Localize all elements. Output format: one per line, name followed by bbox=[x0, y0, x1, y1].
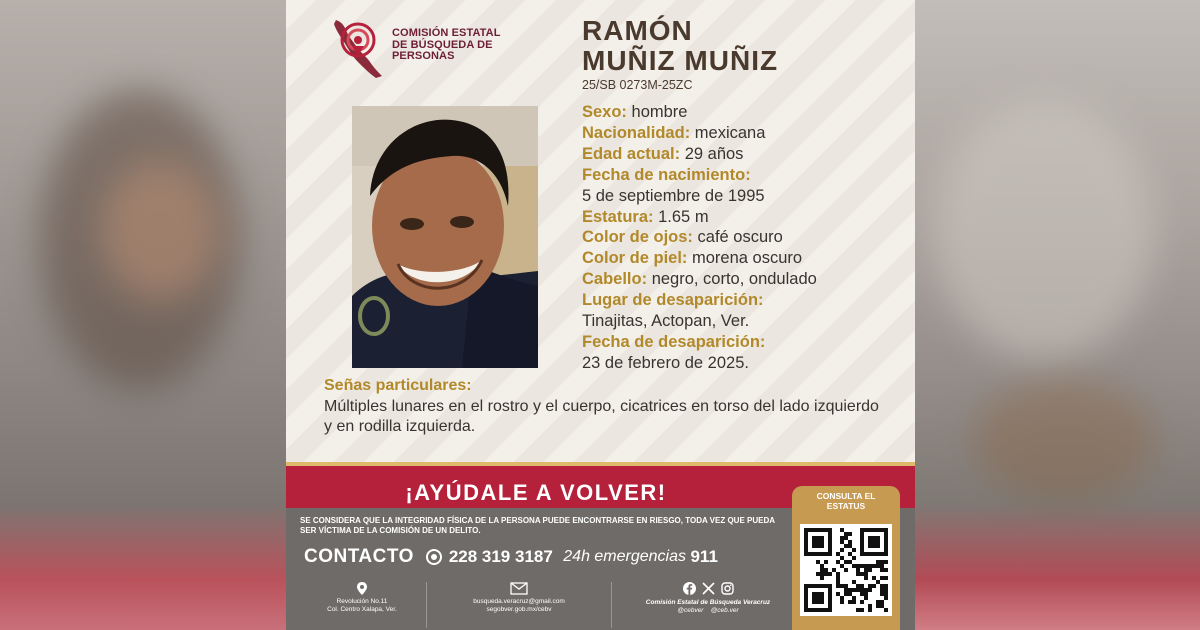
detail-row bbox=[582, 269, 817, 290]
qr-title-line1: CONSULTA EL bbox=[816, 491, 876, 501]
org-name bbox=[392, 28, 552, 63]
detail-value: 5 de septiembre de 1995 bbox=[582, 186, 765, 205]
missing-person-poster bbox=[286, 0, 915, 630]
risk-warning: SE CONSIDERA QUE LA INTEGRIDAD FÍSICA DE LA PERSONA PUEDE ENCONTRARSE EN RIESGO, TODA VEZ QUE PUEDA SER VÍCTIMA DE LA COMISIÓN DE UN DELITO. bbox=[300, 516, 775, 535]
contact-label: CONTACTO bbox=[304, 546, 414, 567]
location-pin-icon bbox=[357, 582, 367, 595]
footer-social bbox=[618, 582, 798, 628]
detail-row bbox=[582, 227, 817, 248]
detail-row bbox=[582, 165, 817, 186]
x-icon[interactable] bbox=[702, 582, 715, 595]
detail-row bbox=[582, 123, 817, 144]
detail-row bbox=[582, 102, 817, 123]
address-line1: Revolución No.11 bbox=[336, 598, 388, 605]
social-handle-1[interactable]: @cebver bbox=[677, 607, 704, 614]
person-name bbox=[582, 16, 778, 76]
detail-label: Cabello: bbox=[582, 270, 648, 289]
contact-line bbox=[304, 546, 794, 568]
detail-label: Edad actual: bbox=[582, 144, 681, 163]
qr-code-icon[interactable] bbox=[800, 524, 892, 616]
mail-icon bbox=[510, 582, 528, 595]
detail-row bbox=[582, 144, 817, 165]
facebook-icon[interactable] bbox=[683, 582, 696, 595]
social-handles bbox=[618, 607, 798, 615]
veracruz-map-pin-icon bbox=[330, 16, 386, 82]
emergency-number[interactable]: 911 bbox=[690, 547, 718, 566]
detail-label: Estatura: bbox=[582, 207, 654, 226]
detail-row bbox=[582, 353, 817, 374]
detail-value: 1.65 m bbox=[658, 207, 709, 226]
detail-label: Color de piel: bbox=[582, 249, 688, 268]
footer-email-web bbox=[426, 582, 612, 628]
contact-phone[interactable]: 228 319 3187 bbox=[448, 547, 553, 566]
detail-label: Lugar de desaparición: bbox=[582, 291, 764, 310]
contact-website[interactable]: segobver.gob.mx/cebv bbox=[486, 606, 552, 613]
instagram-icon[interactable] bbox=[721, 582, 734, 595]
person-details bbox=[582, 102, 817, 374]
qr-title-line2: ESTATUS bbox=[826, 501, 866, 511]
detail-value: 23 de febrero de 2025. bbox=[582, 353, 749, 372]
detail-row bbox=[582, 332, 817, 353]
footer-address bbox=[306, 582, 418, 628]
detail-value: mexicana bbox=[694, 123, 766, 142]
detail-row bbox=[582, 207, 817, 228]
distinguishing-marks bbox=[324, 376, 884, 438]
blurred-background-left bbox=[0, 0, 286, 630]
detail-label: Fecha de nacimiento: bbox=[582, 165, 751, 184]
address-line2: Col. Centro Xalapa, Ver. bbox=[327, 606, 397, 613]
distinguishing-marks-text: Múltiples lunares en el rostro y el cuerpo, cicatrices en torso del lado izquierdo y en rodilla izquierda. bbox=[324, 397, 879, 435]
person-photo-illustration bbox=[352, 106, 538, 368]
person-photo bbox=[352, 106, 538, 368]
distinguishing-marks-label: Señas particulares: bbox=[324, 377, 472, 394]
detail-label: Fecha de desaparición: bbox=[582, 332, 766, 351]
detail-value: café oscuro bbox=[697, 228, 783, 247]
detail-label: Nacionalidad: bbox=[582, 123, 691, 142]
org-name-line1: COMISIÓN ESTATAL bbox=[392, 27, 501, 39]
detail-value: 29 años bbox=[684, 144, 744, 163]
blurred-background-right bbox=[914, 0, 1200, 630]
org-name-line3: PERSONAS bbox=[392, 50, 455, 62]
org-logo bbox=[330, 16, 550, 82]
detail-value: morena oscuro bbox=[692, 249, 803, 268]
detail-value: negro, corto, ondulado bbox=[651, 270, 817, 289]
detail-label: Sexo: bbox=[582, 103, 627, 121]
call-to-action-title: ¡AYÚDALE A VOLVER! bbox=[405, 480, 667, 505]
social-handle-2[interactable]: @ceb.ver bbox=[710, 607, 739, 614]
detail-label: Color de ojos: bbox=[582, 228, 693, 247]
phone-icon bbox=[426, 549, 442, 565]
status-qr-card bbox=[792, 486, 900, 630]
emergency-text: 24h emergencias bbox=[563, 548, 687, 565]
detail-row bbox=[582, 290, 817, 311]
person-last-names: MUÑIZ MUÑIZ bbox=[582, 45, 779, 76]
social-account-name: Comisión Estatal de Búsqueda Veracruz bbox=[645, 599, 771, 606]
org-name-line2: DE BÚSQUEDA DE bbox=[392, 38, 493, 51]
detail-row bbox=[582, 311, 817, 332]
contact-email[interactable]: busqueda.veracruz@gmail.com bbox=[473, 598, 565, 605]
social-icons bbox=[618, 582, 798, 596]
detail-value: hombre bbox=[631, 103, 688, 121]
person-first-name: RAMÓN bbox=[582, 15, 693, 46]
detail-value: Tinajitas, Actopan, Ver. bbox=[582, 312, 750, 331]
detail-row bbox=[582, 248, 817, 269]
detail-row bbox=[582, 186, 817, 207]
case-folio: 25/SB 0273M-25ZC bbox=[582, 78, 693, 92]
qr-title bbox=[792, 491, 900, 511]
qr-code-graphic bbox=[804, 528, 888, 612]
